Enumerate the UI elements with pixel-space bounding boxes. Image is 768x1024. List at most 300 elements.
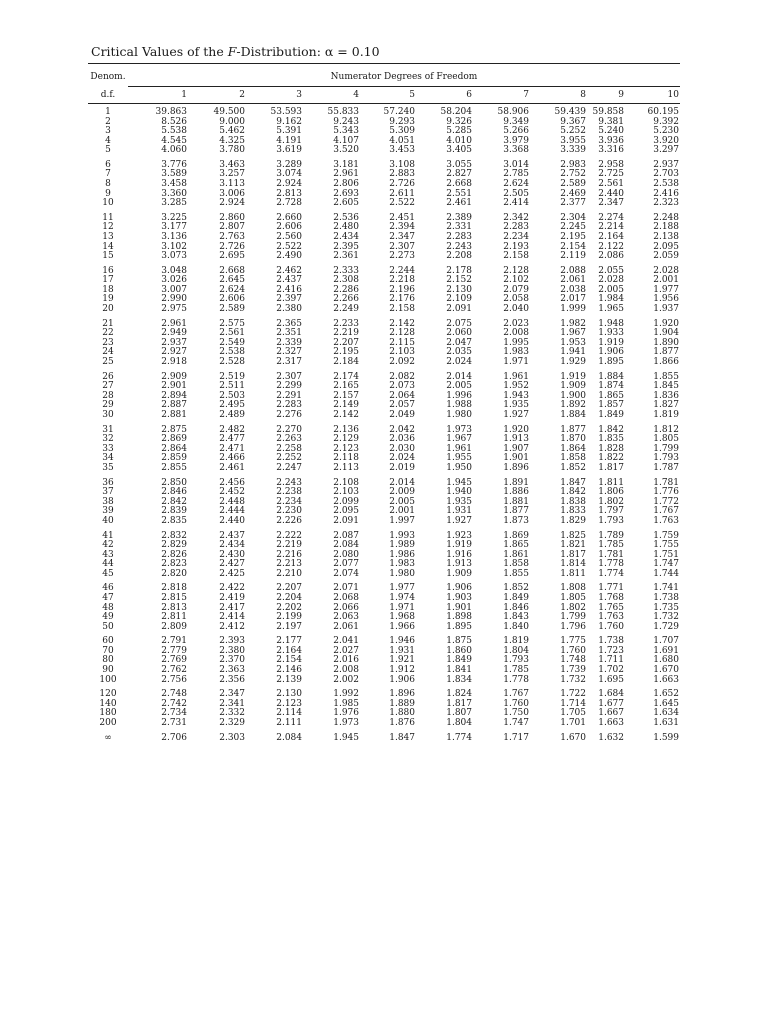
df-value: 47 — [102, 592, 114, 603]
table-cell: 2.461 — [219, 462, 245, 473]
table-cell: 1.793 — [653, 453, 679, 464]
table-cell: 2.108 — [333, 477, 359, 488]
value-column-8 — [560, 637, 586, 685]
df-value: 6 — [105, 159, 111, 170]
value-column-4 — [333, 690, 359, 728]
table-cell: 2.437 — [219, 530, 245, 541]
table-cell: 1.952 — [503, 381, 529, 392]
table-cell: 1.852 — [503, 583, 529, 594]
value-column-3 — [276, 214, 302, 262]
table-cell: 1.838 — [560, 496, 586, 507]
table-cell: 1.778 — [598, 559, 624, 570]
table-cell: 1.771 — [598, 583, 624, 594]
table-cell: 1.652 — [653, 689, 679, 700]
value-column-8 — [560, 267, 586, 315]
table-cell: 2.252 — [276, 453, 302, 464]
table-cell: 1.802 — [560, 602, 586, 613]
table-cell: 2.842 — [161, 496, 187, 507]
value-column-8 — [560, 426, 586, 474]
table-cell: 1.772 — [653, 496, 679, 507]
table-cell: 2.451 — [389, 212, 415, 223]
value-column-7 — [503, 267, 529, 315]
table-cell: 2.397 — [276, 294, 302, 305]
table-cell: 2.317 — [276, 356, 302, 367]
table-cell: 1.797 — [598, 506, 624, 517]
table-cell: 2.128 — [503, 265, 529, 276]
value-column-10 — [653, 214, 679, 262]
table-cell: 1.956 — [653, 294, 679, 305]
table-cell: 1.904 — [653, 328, 679, 339]
value-column-5 — [389, 637, 415, 685]
table-cell: 1.929 — [560, 356, 586, 367]
table-cell: 1.884 — [560, 409, 586, 420]
table-cell: 2.273 — [389, 251, 415, 262]
table-cell: 1.812 — [653, 424, 679, 435]
df-label: d.f. — [100, 90, 116, 100]
table-cell: 1.920 — [653, 318, 679, 329]
table-cell: 2.243 — [276, 477, 302, 488]
value-column-6 — [446, 214, 472, 262]
table-cell: 1.759 — [653, 530, 679, 541]
table-cell: 3.368 — [503, 145, 529, 156]
df-value: 23 — [102, 337, 114, 348]
table-cell: 2.522 — [276, 241, 302, 252]
table-cell: 1.891 — [503, 477, 529, 488]
table-cell: 1.849 — [503, 592, 529, 603]
table-cell: 1.785 — [598, 540, 624, 551]
value-column-10 — [653, 532, 679, 580]
table-cell: 2.207 — [276, 583, 302, 594]
table-cell: 3.225 — [161, 212, 187, 223]
table-cell: 2.123 — [333, 443, 359, 454]
value-column-10 — [653, 267, 679, 315]
table-cell: 1.906 — [389, 674, 415, 685]
value-column-10 — [653, 426, 679, 474]
table-cell: 2.551 — [446, 188, 472, 199]
table-cell: 2.028 — [598, 275, 624, 286]
table-cell: 3.055 — [446, 159, 472, 170]
df-value: 120 — [99, 689, 117, 700]
table-cell: 2.975 — [161, 304, 187, 314]
table-cell: 1.732 — [653, 612, 679, 623]
table-cell: 3.453 — [389, 145, 415, 156]
header-sub-rule — [128, 86, 680, 87]
table-cell: 2.218 — [389, 275, 415, 286]
table-cell: 2.356 — [219, 674, 245, 685]
table-cell: 2.042 — [389, 424, 415, 435]
df-value: 180 — [99, 708, 117, 719]
table-cell: 1.919 — [598, 337, 624, 348]
table-cell: 2.820 — [161, 568, 187, 579]
table-cell: 1.760 — [560, 645, 586, 656]
df-value: 42 — [102, 540, 114, 551]
df-value: 140 — [99, 698, 117, 709]
table-cell: 2.589 — [560, 179, 586, 190]
table-cell: 2.440 — [598, 188, 624, 199]
table-cell: 1.751 — [653, 549, 679, 560]
table-cell: 2.157 — [333, 390, 359, 401]
table-cell: 2.028 — [653, 265, 679, 276]
table-cell: 60.195 — [647, 107, 679, 117]
table-cell: 2.036 — [389, 434, 415, 445]
table-cell: 2.829 — [161, 540, 187, 551]
df-value: 21 — [102, 318, 114, 329]
table-cell: 1.729 — [653, 621, 679, 632]
table-cell: 2.693 — [333, 188, 359, 199]
table-cell: 1.819 — [653, 409, 679, 420]
table-cell: 2.064 — [389, 390, 415, 401]
page-title: Critical Values of the F-Distribution: α = 0.10 — [91, 44, 380, 59]
row-group — [88, 584, 680, 632]
table-cell: 1.841 — [446, 665, 472, 676]
table-cell: 1.781 — [598, 549, 624, 560]
table-cell: 2.058 — [503, 294, 529, 305]
table-cell: 2.818 — [161, 583, 187, 594]
value-column-4 — [333, 426, 359, 474]
value-column-10 — [653, 161, 679, 209]
table-cell: 2.528 — [219, 356, 245, 367]
df-value: 26 — [102, 371, 114, 382]
value-column-3 — [276, 479, 302, 527]
table-cell: 1.898 — [446, 612, 472, 623]
df-column — [88, 373, 128, 421]
value-column-6 — [446, 267, 472, 315]
table-cell: 1.945 — [333, 732, 359, 743]
table-cell: 1.980 — [389, 568, 415, 579]
table-cell: 2.030 — [389, 443, 415, 454]
table-cell: 1.941 — [560, 347, 586, 358]
df-value: 5 — [105, 145, 111, 156]
table-cell: 1.971 — [503, 356, 529, 367]
table-cell: 1.948 — [598, 318, 624, 329]
df-value: 3 — [105, 126, 111, 137]
table-cell: 2.080 — [333, 549, 359, 560]
value-column-7 — [503, 479, 529, 527]
table-cell: 2.138 — [653, 231, 679, 242]
table-cell: 2.331 — [446, 222, 472, 233]
table-cell: 2.668 — [446, 179, 472, 190]
table-cell: 2.561 — [219, 328, 245, 339]
table-cell: 2.129 — [333, 434, 359, 445]
table-cell: 2.832 — [161, 530, 187, 541]
row-group — [88, 373, 680, 421]
table-cell: 2.216 — [276, 549, 302, 560]
table-cell: 1.996 — [446, 390, 472, 401]
table-cell: 1.937 — [653, 304, 679, 314]
table-cell: 2.197 — [276, 621, 302, 632]
table-cell: 53.593 — [270, 107, 302, 117]
value-column-4 — [333, 584, 359, 632]
value-column-2 — [219, 373, 245, 421]
value-column-3 — [276, 267, 302, 315]
table-cell: 2.490 — [276, 251, 302, 262]
table-cell: 1.855 — [653, 371, 679, 382]
denom-label: Denom. — [90, 72, 126, 82]
table-cell: 2.307 — [276, 371, 302, 382]
table-cell: 2.511 — [219, 381, 245, 392]
table-cell: 3.113 — [219, 179, 245, 190]
df-value: 32 — [102, 434, 114, 445]
table-cell: 3.405 — [446, 145, 472, 156]
table-cell: 1.988 — [446, 400, 472, 411]
value-column-5 — [389, 161, 415, 209]
table-cell: 3.619 — [276, 145, 302, 156]
value-column-4 — [328, 108, 360, 156]
column-header-4: 4 — [353, 90, 359, 100]
table-cell: 1.811 — [560, 568, 586, 579]
table-cell: 2.270 — [276, 424, 302, 435]
df-column — [88, 161, 128, 209]
table-cell: 2.204 — [276, 592, 302, 603]
df-column — [88, 214, 128, 262]
table-cell: 2.983 — [560, 159, 586, 170]
value-column-5 — [389, 690, 415, 728]
table-cell: 2.266 — [333, 294, 359, 305]
value-column-9 — [598, 637, 624, 685]
table-cell: 1.796 — [560, 621, 586, 632]
df-value: 100 — [99, 674, 117, 685]
value-column-2 — [219, 320, 245, 368]
table-cell: 2.234 — [276, 496, 302, 507]
table-cell: 2.668 — [219, 265, 245, 276]
table-cell: 2.014 — [446, 371, 472, 382]
table-cell: 2.522 — [389, 198, 415, 209]
df-value: 34 — [102, 453, 114, 464]
table-cell: 1.967 — [446, 434, 472, 445]
table-cell: 1.849 — [598, 409, 624, 420]
table-cell: 1.785 — [503, 665, 529, 676]
table-cell: 1.980 — [446, 409, 472, 420]
table-cell: 2.008 — [333, 665, 359, 676]
df-value: 2 — [105, 116, 111, 127]
column-header-3: 3 — [296, 90, 302, 100]
table-cell: 2.332 — [219, 708, 245, 719]
value-column-5 — [389, 479, 415, 527]
table-cell: 9.000 — [219, 116, 245, 127]
row-group — [88, 214, 680, 262]
df-infinity: ∞ — [104, 732, 112, 743]
df-column — [88, 320, 128, 368]
table-cell: 2.164 — [598, 231, 624, 242]
column-header-8: 8 — [580, 90, 586, 100]
table-cell: 2.024 — [389, 453, 415, 464]
value-column-5 — [389, 532, 415, 580]
value-column-9 — [598, 690, 624, 728]
table-cell: 2.001 — [389, 506, 415, 517]
table-cell: 1.906 — [446, 583, 472, 594]
table-cell: 2.024 — [446, 356, 472, 367]
table-cell: 49.500 — [213, 107, 245, 117]
table-cell: 2.199 — [276, 612, 302, 623]
table-cell: 2.734 — [161, 708, 187, 719]
table-cell: 2.142 — [333, 409, 359, 420]
df-value: 4 — [105, 135, 111, 146]
table-cell: 1.923 — [446, 530, 472, 541]
table-cell: 1.778 — [503, 674, 529, 685]
value-column-7 — [503, 320, 529, 368]
table-cell: 1.807 — [446, 708, 472, 719]
table-cell: 2.002 — [333, 674, 359, 685]
value-column-6 — [446, 161, 472, 209]
table-cell: 1.913 — [446, 559, 472, 570]
table-cell: 3.177 — [161, 222, 187, 233]
value-column-3 — [276, 584, 302, 632]
table-cell: 2.333 — [333, 265, 359, 276]
value-column-6 — [446, 479, 472, 527]
table-cell: 2.176 — [389, 294, 415, 305]
table-cell: 2.323 — [653, 198, 679, 209]
table-cell: 1.876 — [389, 717, 415, 728]
table-cell: 2.361 — [333, 251, 359, 262]
table-cell: 2.809 — [161, 621, 187, 632]
table-cell: 2.248 — [653, 212, 679, 223]
table-cell: 1.935 — [446, 496, 472, 507]
table-cell: 3.006 — [219, 188, 245, 199]
df-value: 7 — [105, 169, 111, 180]
table-cell: 1.763 — [653, 515, 679, 526]
table-cell: 3.048 — [161, 265, 187, 276]
table-cell: 1.943 — [503, 390, 529, 401]
table-cell: 3.285 — [161, 198, 187, 209]
table-cell: 2.226 — [276, 515, 302, 526]
row-group — [88, 690, 680, 728]
table-cell: 2.341 — [219, 698, 245, 709]
table-cell: 3.339 — [560, 145, 586, 156]
table-cell: 1.843 — [503, 612, 529, 623]
table-cell: 5.285 — [446, 126, 472, 137]
value-column-6 — [441, 108, 473, 156]
column-header-2: 2 — [239, 90, 245, 100]
table-cell: 2.247 — [276, 462, 302, 473]
table-cell: 1.861 — [503, 549, 529, 560]
table-cell: 2.177 — [276, 636, 302, 647]
value-column-9 — [598, 161, 624, 209]
table-cell: 5.240 — [598, 126, 624, 137]
table-cell: 2.008 — [503, 328, 529, 339]
table-cell: 2.001 — [653, 275, 679, 286]
df-value: 12 — [102, 222, 114, 233]
df-value: 1 — [105, 107, 111, 117]
table-cell: 9.162 — [276, 116, 302, 127]
table-cell: 2.152 — [446, 275, 472, 286]
column-header-7: 7 — [523, 90, 529, 100]
table-cell: 2.779 — [161, 645, 187, 656]
table-cell: 1.919 — [560, 371, 586, 382]
table-cell: 1.901 — [446, 602, 472, 613]
value-column-6 — [446, 690, 472, 728]
table-cell: 1.992 — [333, 689, 359, 700]
table-cell: 1.747 — [653, 559, 679, 570]
df-value: 16 — [102, 265, 114, 276]
table-cell: 1.865 — [598, 390, 624, 401]
table-cell: 2.154 — [276, 655, 302, 666]
value-column-10 — [648, 108, 680, 156]
table-cell: 2.434 — [219, 540, 245, 551]
table-cell: 2.087 — [333, 530, 359, 541]
table-cell: 2.538 — [653, 179, 679, 190]
value-column-8 — [560, 532, 586, 580]
table-cell: 2.412 — [219, 621, 245, 632]
table-cell: 4.325 — [219, 135, 245, 146]
table-cell: 2.850 — [161, 477, 187, 488]
value-column-6 — [446, 637, 472, 685]
table-cell: 2.063 — [333, 612, 359, 623]
table-cell: 1.870 — [560, 434, 586, 445]
table-cell: 2.178 — [446, 265, 472, 276]
table-cell: 2.084 — [333, 540, 359, 551]
table-cell: 2.469 — [560, 188, 586, 199]
df-value: 70 — [102, 645, 114, 656]
table-cell: 2.452 — [219, 487, 245, 498]
table-cell: 1.847 — [560, 477, 586, 488]
table-cell: 9.392 — [653, 116, 679, 127]
table-cell: 2.095 — [333, 506, 359, 517]
table-cell: 2.949 — [161, 328, 187, 339]
value-column-3 — [276, 637, 302, 685]
table-cell: 2.860 — [219, 212, 245, 223]
table-cell: 1.845 — [653, 381, 679, 392]
table-cell: 2.092 — [389, 356, 415, 367]
value-column-2 — [219, 426, 245, 474]
df-value: 41 — [102, 530, 114, 541]
table-cell: 1.847 — [389, 732, 415, 743]
table-cell: 2.299 — [276, 381, 302, 392]
value-column-4 — [333, 320, 359, 368]
table-cell: 2.365 — [276, 318, 302, 329]
df-value: 44 — [102, 559, 114, 570]
table-cell: 3.014 — [503, 159, 529, 170]
table-cell: 2.057 — [389, 400, 415, 411]
table-cell: 2.549 — [219, 337, 245, 348]
value-column-3 — [276, 373, 302, 421]
table-cell: 2.016 — [333, 655, 359, 666]
table-cell: 2.188 — [653, 222, 679, 233]
df-value: 27 — [102, 381, 114, 392]
table-cell: 1.768 — [598, 592, 624, 603]
table-cell: 1.842 — [598, 424, 624, 435]
table-cell: 1.961 — [446, 443, 472, 454]
df-value: 200 — [99, 717, 117, 728]
table-cell: 1.739 — [560, 665, 586, 676]
df-value: 9 — [105, 188, 111, 199]
value-column-10 — [653, 584, 679, 632]
value-column-1 — [161, 637, 187, 685]
table-cell: 2.480 — [333, 222, 359, 233]
table-cell: 1.852 — [560, 462, 586, 473]
table-cell: 1.849 — [446, 655, 472, 666]
table-cell: 2.414 — [219, 612, 245, 623]
table-cell: 2.561 — [598, 179, 624, 190]
table-cell: 2.243 — [446, 241, 472, 252]
table-cell: 1.983 — [389, 559, 415, 570]
table-cell: 1.873 — [503, 515, 529, 526]
table-cell: 2.769 — [161, 655, 187, 666]
table-cell: 1.774 — [446, 732, 472, 743]
table-cell: 2.014 — [389, 477, 415, 488]
value-column-2 — [214, 108, 246, 156]
table-cell: 1.997 — [389, 515, 415, 526]
table-cell: 1.890 — [653, 337, 679, 348]
df-column — [88, 584, 128, 632]
table-cell: 5.538 — [161, 126, 187, 137]
table-cell: 1.789 — [598, 530, 624, 541]
table-cell: 1.806 — [598, 487, 624, 498]
value-column-1 — [161, 161, 187, 209]
table-cell: 1.836 — [653, 390, 679, 401]
df-column — [88, 267, 128, 315]
table-cell: 2.351 — [276, 328, 302, 339]
table-cell: 2.038 — [560, 284, 586, 295]
